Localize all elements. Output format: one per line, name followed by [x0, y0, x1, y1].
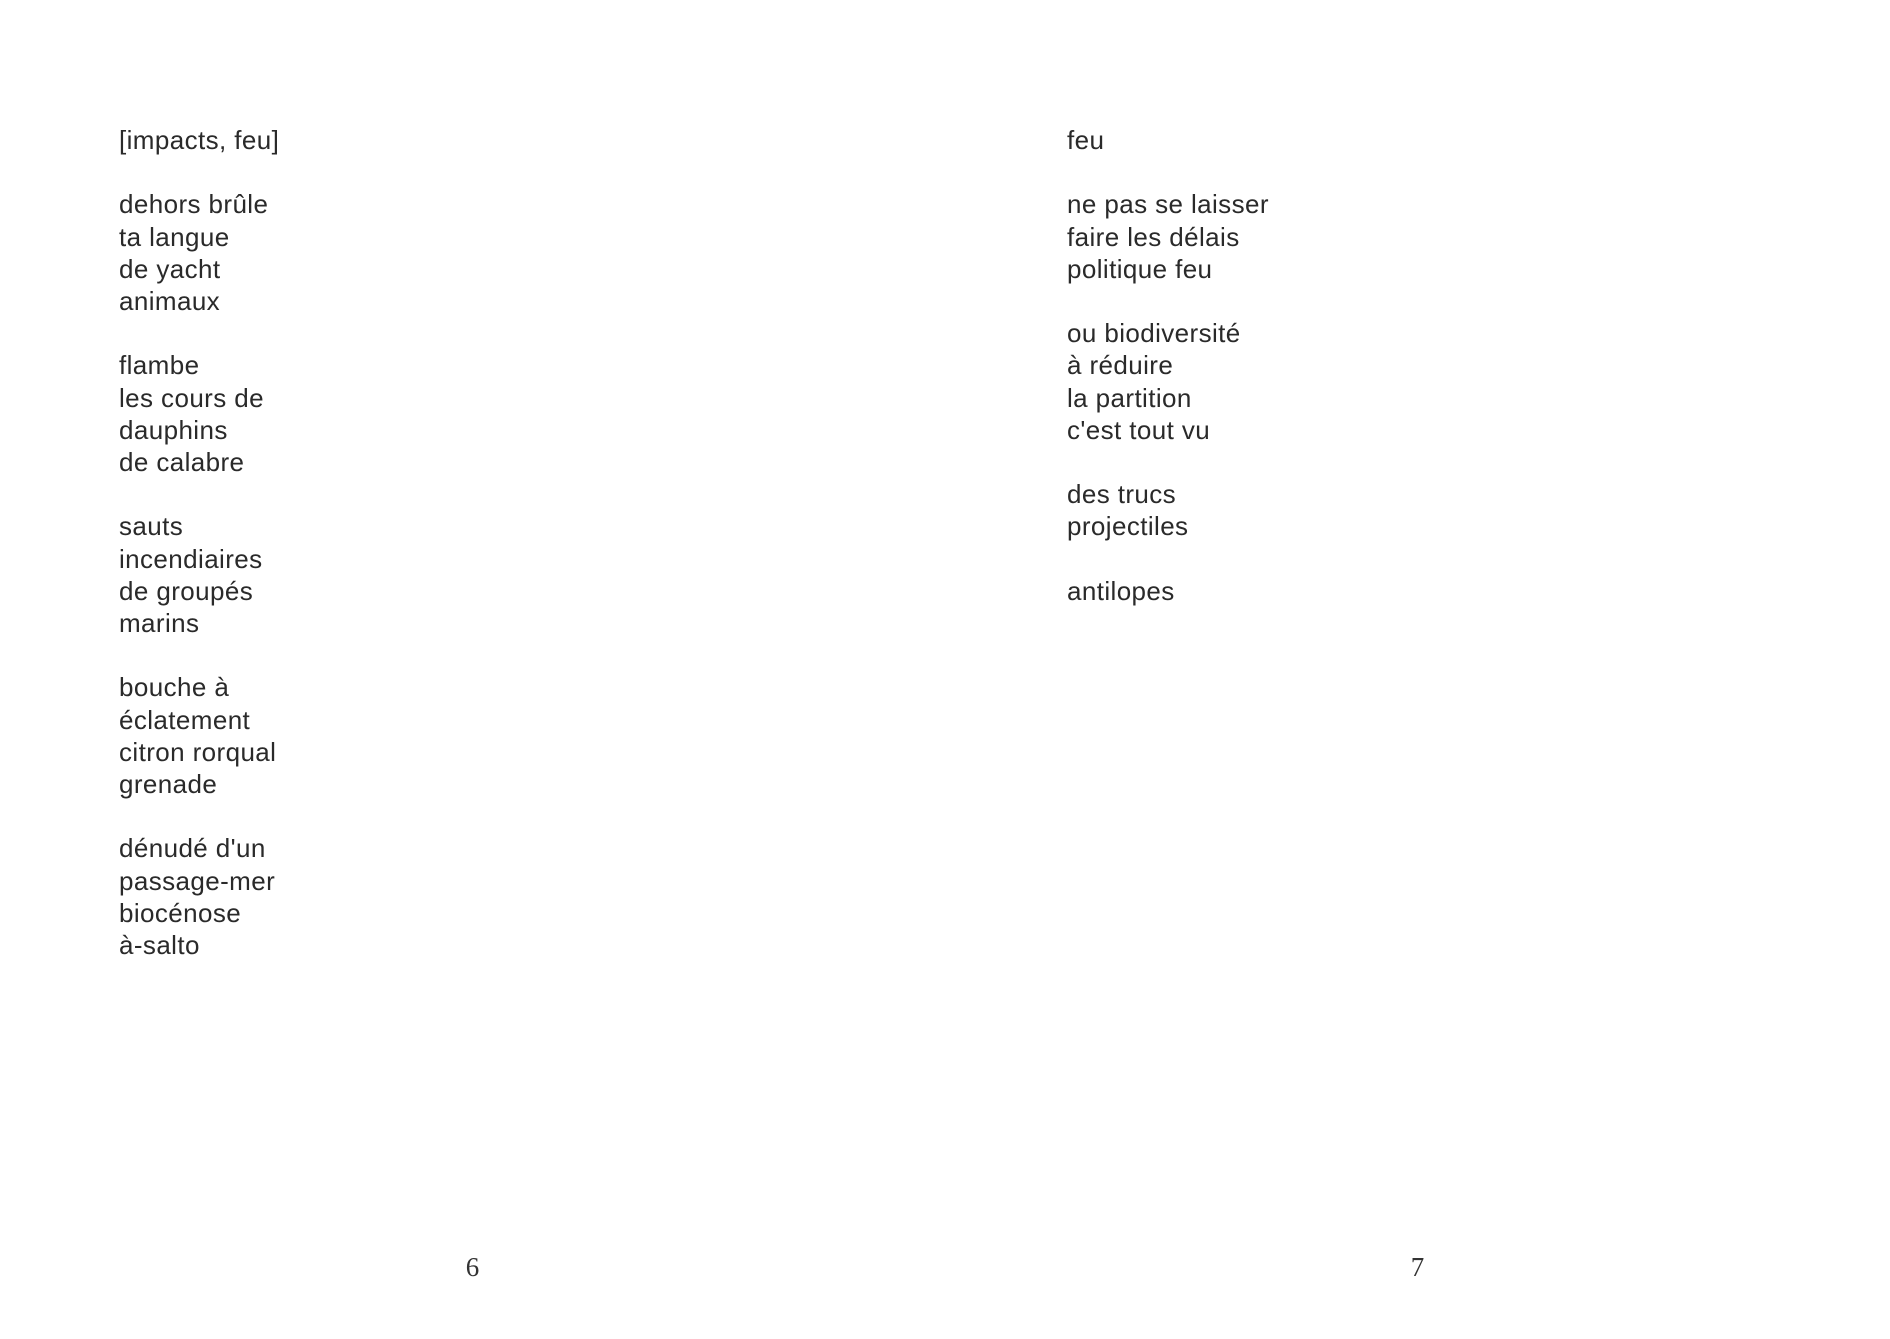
poem-line: ou biodiversité — [1067, 318, 1241, 349]
poem-line: biocénose — [119, 897, 242, 928]
poem-line: des trucs — [1067, 479, 1177, 510]
poem-line: ta langue — [119, 221, 230, 252]
poem-line: à-salto — [119, 930, 200, 960]
poem-line: grenade — [119, 769, 218, 799]
poem-line: projectiles — [1067, 511, 1189, 542]
poem-line: incendiaires — [119, 543, 263, 574]
stanza — [1067, 478, 1269, 542]
stanza — [1067, 188, 1269, 285]
poem-body — [119, 188, 279, 961]
poem-line: de yacht — [119, 253, 221, 284]
poem-right — [1067, 124, 1269, 607]
page-right — [945, 0, 1890, 1339]
poem-line: faire les délais — [1067, 221, 1240, 252]
poem-title: [impacts, feu] — [119, 125, 280, 155]
poem-line: flambe — [119, 350, 200, 381]
page-number-right: 7 — [1410, 1252, 1425, 1282]
poem-line: bouche à — [119, 672, 230, 703]
poem-line: dénudé d'un — [119, 833, 266, 864]
stanza — [119, 188, 279, 317]
poem-line: à réduire — [1067, 350, 1174, 381]
poem-line: passage-mer — [119, 865, 276, 896]
poem-line: la partition — [1067, 382, 1192, 413]
poem-line: ne pas se laisser — [1067, 189, 1269, 220]
stanza — [119, 832, 279, 961]
poem-line: les cours de — [119, 382, 264, 413]
poem-line: citron rorqual — [119, 736, 277, 767]
poem-line: politique feu — [1067, 253, 1213, 284]
poem-line: sauts — [119, 511, 184, 542]
stanza — [1067, 575, 1269, 607]
poem-line: animaux — [119, 286, 221, 316]
stanza — [1067, 317, 1269, 446]
stanza — [119, 349, 279, 478]
poem-title: feu — [1067, 125, 1105, 155]
poem-line: antilopes — [1067, 575, 1175, 606]
poem-line: de groupés — [119, 575, 254, 606]
poem-body — [1067, 188, 1269, 607]
page-number-left: 6 — [465, 1252, 480, 1282]
poem-left — [119, 124, 279, 961]
poem-line: marins — [119, 608, 200, 638]
stanza — [119, 510, 279, 639]
poem-line: dehors brûle — [119, 189, 269, 220]
poem-line: c'est tout vu — [1067, 414, 1211, 445]
stanza — [119, 671, 279, 800]
poem-line: dauphins — [119, 414, 228, 445]
poem-line: de calabre — [119, 447, 245, 477]
poem-line: éclatement — [119, 704, 251, 735]
